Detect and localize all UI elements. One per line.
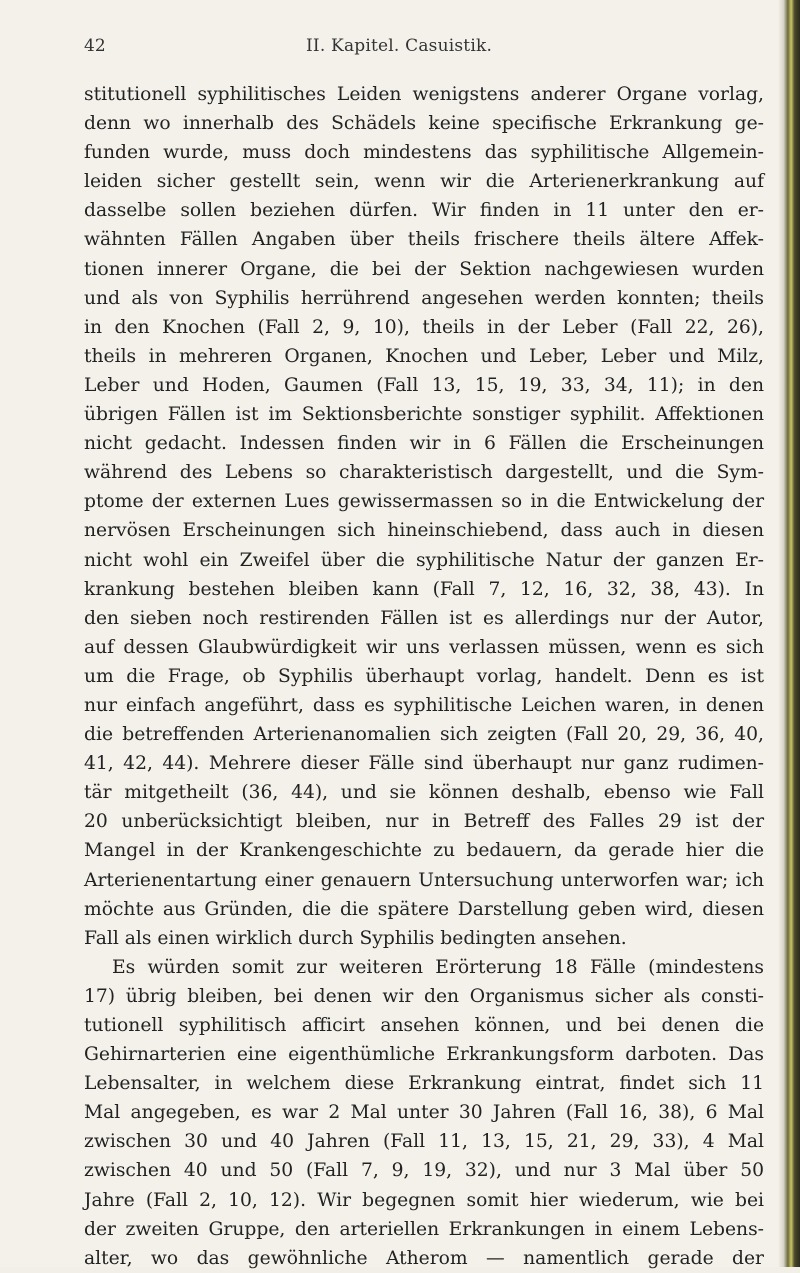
text-line: Gehirnarterien eine eigenthümliche Erkrankungsform darboten. Das	[84, 1044, 764, 1066]
text-line: Mal angegeben, es war 2 Mal unter 30 Jahren (Fall 16, 38), 6 Mal	[84, 1102, 764, 1124]
text-line: Arterienentartung einer genauern Untersuchung unterworfen war; ich	[84, 869, 764, 891]
text-line: Fall als einen wirklich durch Syphilis bedingten ansehen.	[84, 927, 627, 949]
text-line: nur einfach angeführt, dass es syphilitische Leichen waren, in denen	[84, 694, 764, 716]
text-line: nicht wohl ein Zweifel über die syphilitische Natur der ganzen Er-	[84, 549, 764, 571]
text-line: 41, 42, 44). Mehrere dieser Fälle sind überhaupt nur ganz rudimen-	[84, 753, 764, 775]
text-line: möchte aus Gründen, die die spätere Darstellung geben wird, diesen	[84, 898, 764, 920]
text-line: ptome der externen Lues gewissermassen so in die Entwickelung der	[84, 491, 764, 513]
text-line: 17) übrig bleiben, bei denen wir den Organismus sicher als consti-	[84, 985, 764, 1007]
page-header	[84, 36, 764, 64]
text-line: theils in mehreren Organen, Knochen und Leber, Leber und Milz,	[84, 345, 764, 367]
page-edge-shadow	[778, 0, 800, 1267]
text-line: denn wo innerhalb des Schädels keine specifische Erkrankung ge-	[84, 113, 764, 135]
text-line: alter, wo das gewöhnliche Atherom — namentlich gerade der	[84, 1247, 764, 1269]
page-number: 42	[84, 36, 106, 56]
text-line: Es würden somit zur weiteren Erörterung 18 Fälle (mindestens	[112, 956, 764, 978]
body-text	[84, 80, 764, 1273]
text-line: tionen innerer Organe, die bei der Sektion nachgewiesen wurden	[84, 258, 764, 280]
text-line: stitutionell syphilitisches Leiden wenigstens anderer Organe vorlag,	[84, 84, 764, 105]
text-line: leiden sicher gestellt sein, wenn wir die Arterienerkrankung auf	[84, 171, 764, 193]
text-line: krankung bestehen bleiben kann (Fall 7, 12, 16, 32, 38, 43). In	[84, 578, 764, 600]
text-line: übrigen Fällen ist im Sektionsberichte sonstiger syphilit. Affektionen	[84, 404, 764, 426]
text-line: tutionell syphilitisch afficirt ansehen können, und bei denen die	[84, 1015, 764, 1036]
text-line: während des Lebens so charakteristisch dargestellt, und die Sym-	[84, 462, 764, 484]
text-line: zwischen 40 und 50 (Fall 7, 9, 19, 32), und nur 3 Mal über 50	[84, 1160, 764, 1182]
text-line: und als von Syphilis herrührend angesehen werden konnten; theils	[84, 287, 764, 309]
text-line: in den Knochen (Fall 2, 9, 10), theils in der Leber (Fall 22, 26),	[84, 316, 764, 338]
text-line: nicht gedacht. Indessen finden wir in 6 Fällen die Erscheinungen	[84, 433, 764, 455]
text-line: Leber und Hoden, Gaumen (Fall 13, 15, 19, 33, 34, 11); in den	[84, 374, 764, 396]
text-line: nervösen Erscheinungen sich hineinschiebend, dass auch in diesen	[84, 520, 764, 542]
text-line: tär mitgetheilt (36, 44), und sie können deshalb, ebenso wie Fall	[84, 782, 764, 804]
text-line: den sieben noch restirenden Fällen ist es allerdings nur der Autor,	[84, 607, 764, 629]
text-line: dasselbe sollen beziehen dürfen. Wir finden in 11 unter den er-	[84, 200, 764, 222]
text-line: die betreffenden Arterienanomalien sich zeigten (Fall 20, 29, 36, 40,	[84, 724, 764, 746]
text-line: Mangel in der Krankengeschichte zu bedauern, da gerade hier die	[84, 840, 764, 862]
text-line: wähnten Fällen Angaben über theils frischere theils ältere Affek-	[84, 229, 764, 251]
text-line: um die Frage, ob Syphilis überhaupt vorlag, handelt. Denn es ist	[84, 665, 764, 687]
text-line: zwischen 30 und 40 Jahren (Fall 11, 13, 15, 21, 29, 33), 4 Mal	[84, 1131, 764, 1153]
text-line: der zweiten Gruppe, den arteriellen Erkrankungen in einem Lebens-	[84, 1218, 764, 1240]
text-line: Jahre (Fall 2, 10, 12). Wir begegnen somit hier wiederum, wie bei	[84, 1189, 764, 1211]
running-title: II. Kapitel. Casuistik.	[306, 36, 493, 56]
text-line: auf dessen Glaubwürdigkeit wir uns verlassen müssen, wenn es sich	[84, 636, 764, 658]
text-line: Lebensalter, in welchem diese Erkrankung eintrat, findet sich 11	[84, 1073, 764, 1095]
text-line: funden wurde, muss doch mindestens das syphilitische Allgemein-	[84, 142, 764, 164]
text-line: 20 unberücksichtigt bleiben, nur in Betreff des Falles 29 ist der	[84, 811, 764, 833]
